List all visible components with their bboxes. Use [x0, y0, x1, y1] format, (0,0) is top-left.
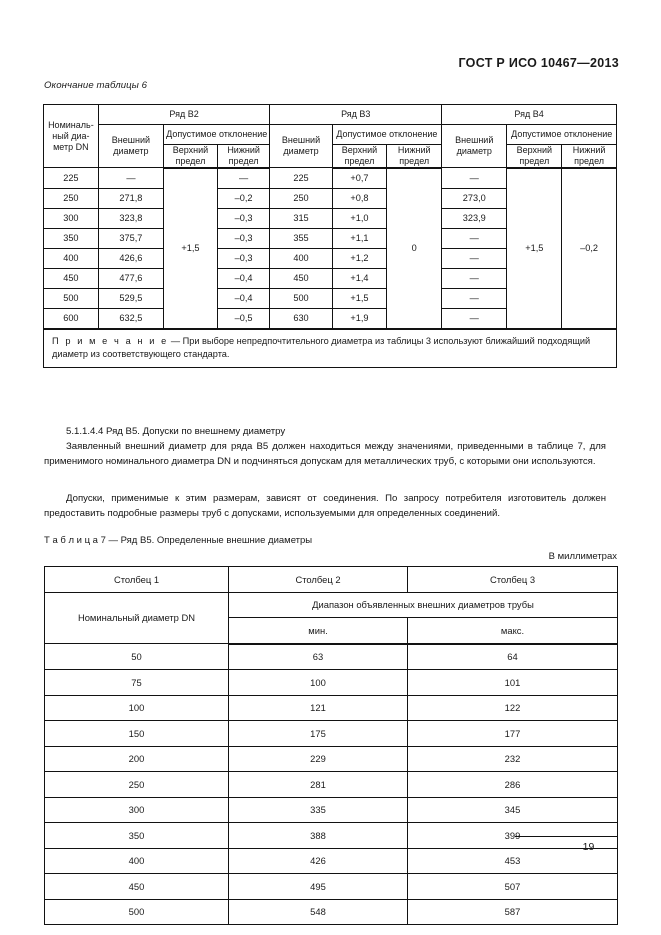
table7-cell-max: 122	[408, 695, 618, 721]
table7-caption: Т а б л и ц а 7 — Ряд B5. Определенные внешние диаметры	[44, 535, 313, 546]
table6-cell-dn: 600	[44, 308, 99, 329]
page-number: 19	[582, 841, 595, 853]
table6-cell-b4-diameter: —	[442, 228, 507, 248]
table6-cell-b3-upper-limit: +1,9	[332, 308, 387, 329]
table7-cell-max: 399	[408, 823, 618, 849]
table7-cell-min: 335	[229, 797, 408, 823]
table7-cell-dn: 500	[45, 899, 229, 925]
table7-cell-min: 495	[229, 874, 408, 900]
footer-rule	[515, 836, 617, 837]
table-row	[45, 899, 618, 925]
table7-col-nominal-dn: Номинальный диаметр DN	[45, 592, 229, 644]
table7-cell-min: 121	[229, 695, 408, 721]
table6-cell-b2-diameter: 375,7	[98, 228, 163, 248]
table7-column-label-row	[45, 567, 618, 593]
standard-number-header: ГОСТ Р ИСО 10467—2013	[458, 56, 619, 70]
paragraph-2-text: Допуски, применимые к этим размерам, зависят от соединения. По запросу потребителя изготовитель должен предоставить подробные размеры труб с допусками, используемыми для определенных соединений.	[44, 493, 606, 519]
table7-cell-min: 229	[229, 746, 408, 772]
table6-cell-b3-diameter: 225	[270, 168, 332, 189]
table6-cell-b3-diameter: 630	[270, 308, 332, 329]
table7-cell-min: 281	[229, 772, 408, 798]
table7-cell-dn: 100	[45, 695, 229, 721]
table6-note-label: П р и м е ч а н и е	[52, 335, 169, 346]
table6-cell-dn: 350	[44, 228, 99, 248]
table6-cell-b2-upper-limit: +1,5	[164, 168, 218, 329]
table-row	[45, 721, 618, 747]
table6-group-b3: Ряд B3	[270, 105, 442, 125]
table-row	[45, 670, 618, 696]
table6-cell-b2-lower-limit: –0,4	[217, 288, 270, 308]
table6-b3-upper-limit-header: Верхний предел	[332, 145, 387, 168]
table7-cell-dn: 350	[45, 823, 229, 849]
table7-header-row-1	[45, 592, 618, 618]
table7	[44, 566, 618, 925]
table6-cell-b3-diameter: 400	[270, 248, 332, 268]
table6-cell-b4-upper-limit: +1,5	[507, 168, 562, 329]
table6-cell-dn: 500	[44, 288, 99, 308]
table6-cell-dn: 225	[44, 168, 99, 189]
table6-cell-b2-diameter: 426,6	[98, 248, 163, 268]
table6-b4-tolerance: Допустимое отклонение	[507, 125, 617, 145]
table7-cell-dn: 150	[45, 721, 229, 747]
table6	[43, 104, 617, 368]
table6-cell-b4-diameter: —	[442, 248, 507, 268]
table-row	[45, 848, 618, 874]
table6-cell-b4-diameter: —	[442, 268, 507, 288]
table7-cell-dn: 200	[45, 746, 229, 772]
table6-note-row	[44, 329, 617, 368]
table7-cell-min: 100	[229, 670, 408, 696]
table7-cell-dn: 400	[45, 848, 229, 874]
table-row	[45, 797, 618, 823]
table7-cell-max: 507	[408, 874, 618, 900]
table7-cell-dn: 75	[45, 670, 229, 696]
table7-cell-min: 175	[229, 721, 408, 747]
table-row	[45, 874, 618, 900]
table6-cell-b3-upper-limit: +1,0	[332, 208, 387, 228]
table6-cell-b3-diameter: 250	[270, 188, 332, 208]
table7-cell-dn: 300	[45, 797, 229, 823]
table7-cell-max: 345	[408, 797, 618, 823]
table-row	[45, 746, 618, 772]
table7-span-header: Диапазон объявленных внешних диаметров трубы	[229, 592, 618, 618]
table7-cell-min: 548	[229, 899, 408, 925]
table6-cell-b2-diameter: 632,5	[98, 308, 163, 329]
table6-cell-b3-upper-limit: +1,4	[332, 268, 387, 288]
table6-cell-b3-upper-limit: +0,8	[332, 188, 387, 208]
table7-cell-min: 63	[229, 644, 408, 670]
table6-cell-b2-lower-limit: –0,3	[217, 228, 270, 248]
table6-subheader-row-1	[44, 125, 617, 145]
table6-cell-b3-upper-limit: +1,2	[332, 248, 387, 268]
table6-cell-b4-diameter: —	[442, 288, 507, 308]
table6-cell-b2-diameter: 323,8	[98, 208, 163, 228]
table7-cell-dn: 50	[45, 644, 229, 670]
table6-cell-b2-diameter: 477,6	[98, 268, 163, 288]
clause-heading-text: 5.1.1.4.4 Ряд B5. Допуски по внешнему диаметру	[66, 426, 286, 437]
table6-b2-outer-diameter: Внешний диаметр	[98, 125, 163, 168]
table6-b4-upper-limit-header: Верхний предел	[507, 145, 562, 168]
table6-group-b2: Ряд B2	[98, 105, 270, 125]
table6-b4-lower-limit-header: Нижний предел	[562, 145, 617, 168]
table7-units-label: В миллиметрах	[548, 551, 617, 562]
table6-cell-b2-lower-limit: –0,5	[217, 308, 270, 329]
table6-cell-b4-diameter: —	[442, 308, 507, 329]
table6-cell-b4-diameter: —	[442, 168, 507, 189]
table7-container	[44, 566, 618, 925]
table6-cell-dn: 450	[44, 268, 99, 288]
table6-note	[44, 329, 617, 368]
table7-cell-max: 587	[408, 899, 618, 925]
table7-cell-max: 453	[408, 848, 618, 874]
table6-cell-b4-lower-limit: –0,2	[562, 168, 617, 329]
table7-cell-max: 64	[408, 644, 618, 670]
table7-cell-max: 232	[408, 746, 618, 772]
table6-cell-b3-upper-limit: +1,5	[332, 288, 387, 308]
paragraph-1	[44, 440, 606, 469]
table6-cell-b2-diameter: —	[98, 168, 163, 189]
table6-cell-b3-lower-limit: 0	[387, 168, 442, 329]
table6-container	[43, 104, 617, 368]
table-row	[44, 168, 617, 189]
table6-cell-dn: 250	[44, 188, 99, 208]
table6-cell-b4-diameter: 323,9	[442, 208, 507, 228]
table7-cell-dn: 450	[45, 874, 229, 900]
table6-cell-b3-upper-limit: +1,1	[332, 228, 387, 248]
table6-cell-b2-lower-limit: —	[217, 168, 270, 189]
table6-b2-tolerance: Допустимое отклонение	[164, 125, 270, 145]
table6-b3-outer-diameter: Внешний диаметр	[270, 125, 332, 168]
table7-column-label-3: Столбец 3	[408, 567, 618, 593]
table7-sub-max: макс.	[408, 618, 618, 644]
table6-cell-b3-upper-limit: +0,7	[332, 168, 387, 189]
table-row	[45, 644, 618, 670]
paragraph-1-text: Заявленный внешний диаметр для ряда B5 должен находиться между значениями, приведенными в таблице 7, для применимого номинального диаметра DN и подчиняться допускам для металлических труб, с которыми они используются.	[44, 441, 606, 467]
table6-b3-lower-limit-header: Нижний предел	[387, 145, 442, 168]
table6-cell-b2-lower-limit: –0,3	[217, 208, 270, 228]
table7-column-label-1: Столбец 1	[45, 567, 229, 593]
table7-cell-max: 286	[408, 772, 618, 798]
clause-heading	[44, 425, 604, 440]
table6-cell-b2-lower-limit: –0,3	[217, 248, 270, 268]
table6-cell-b2-lower-limit: –0,4	[217, 268, 270, 288]
table-row	[45, 772, 618, 798]
table6-continuation-caption: Окончание таблицы 6	[44, 80, 148, 91]
table6-b2-lower-limit-header: Нижний предел	[217, 145, 270, 168]
table6-b2-upper-limit-header: Верхний предел	[164, 145, 218, 168]
table6-cell-b3-diameter: 315	[270, 208, 332, 228]
table6-note-text: — При выборе непредпочтительного диаметра из таблицы 3 используют ближайший подходящий диаметр из соответствующего стандарта.	[52, 335, 591, 359]
table6-cell-b2-lower-limit: –0,2	[217, 188, 270, 208]
table6-cell-b2-diameter: 271,8	[98, 188, 163, 208]
table7-sub-min: мин.	[229, 618, 408, 644]
paragraph-2	[44, 492, 606, 521]
table7-column-label-2: Столбец 2	[229, 567, 408, 593]
table6-cell-b2-diameter: 529,5	[98, 288, 163, 308]
table7-cell-min: 426	[229, 848, 408, 874]
table6-group-b4: Ряд B4	[442, 105, 617, 125]
table6-cell-b3-diameter: 500	[270, 288, 332, 308]
table6-cell-b3-diameter: 355	[270, 228, 332, 248]
table6-cell-b3-diameter: 450	[270, 268, 332, 288]
table6-b3-tolerance: Допустимое отклонение	[332, 125, 442, 145]
table6-col-nominal-dn: Номиналь- ный диа- метр DN	[44, 105, 99, 168]
table6-b4-outer-diameter: Внешний диаметр	[442, 125, 507, 168]
table7-cell-max: 101	[408, 670, 618, 696]
table6-group-header-row	[44, 105, 617, 125]
table6-cell-dn: 300	[44, 208, 99, 228]
table-row	[45, 695, 618, 721]
table7-cell-min: 388	[229, 823, 408, 849]
table6-cell-dn: 400	[44, 248, 99, 268]
table7-cell-dn: 250	[45, 772, 229, 798]
table7-cell-max: 177	[408, 721, 618, 747]
table6-cell-b4-diameter: 273,0	[442, 188, 507, 208]
